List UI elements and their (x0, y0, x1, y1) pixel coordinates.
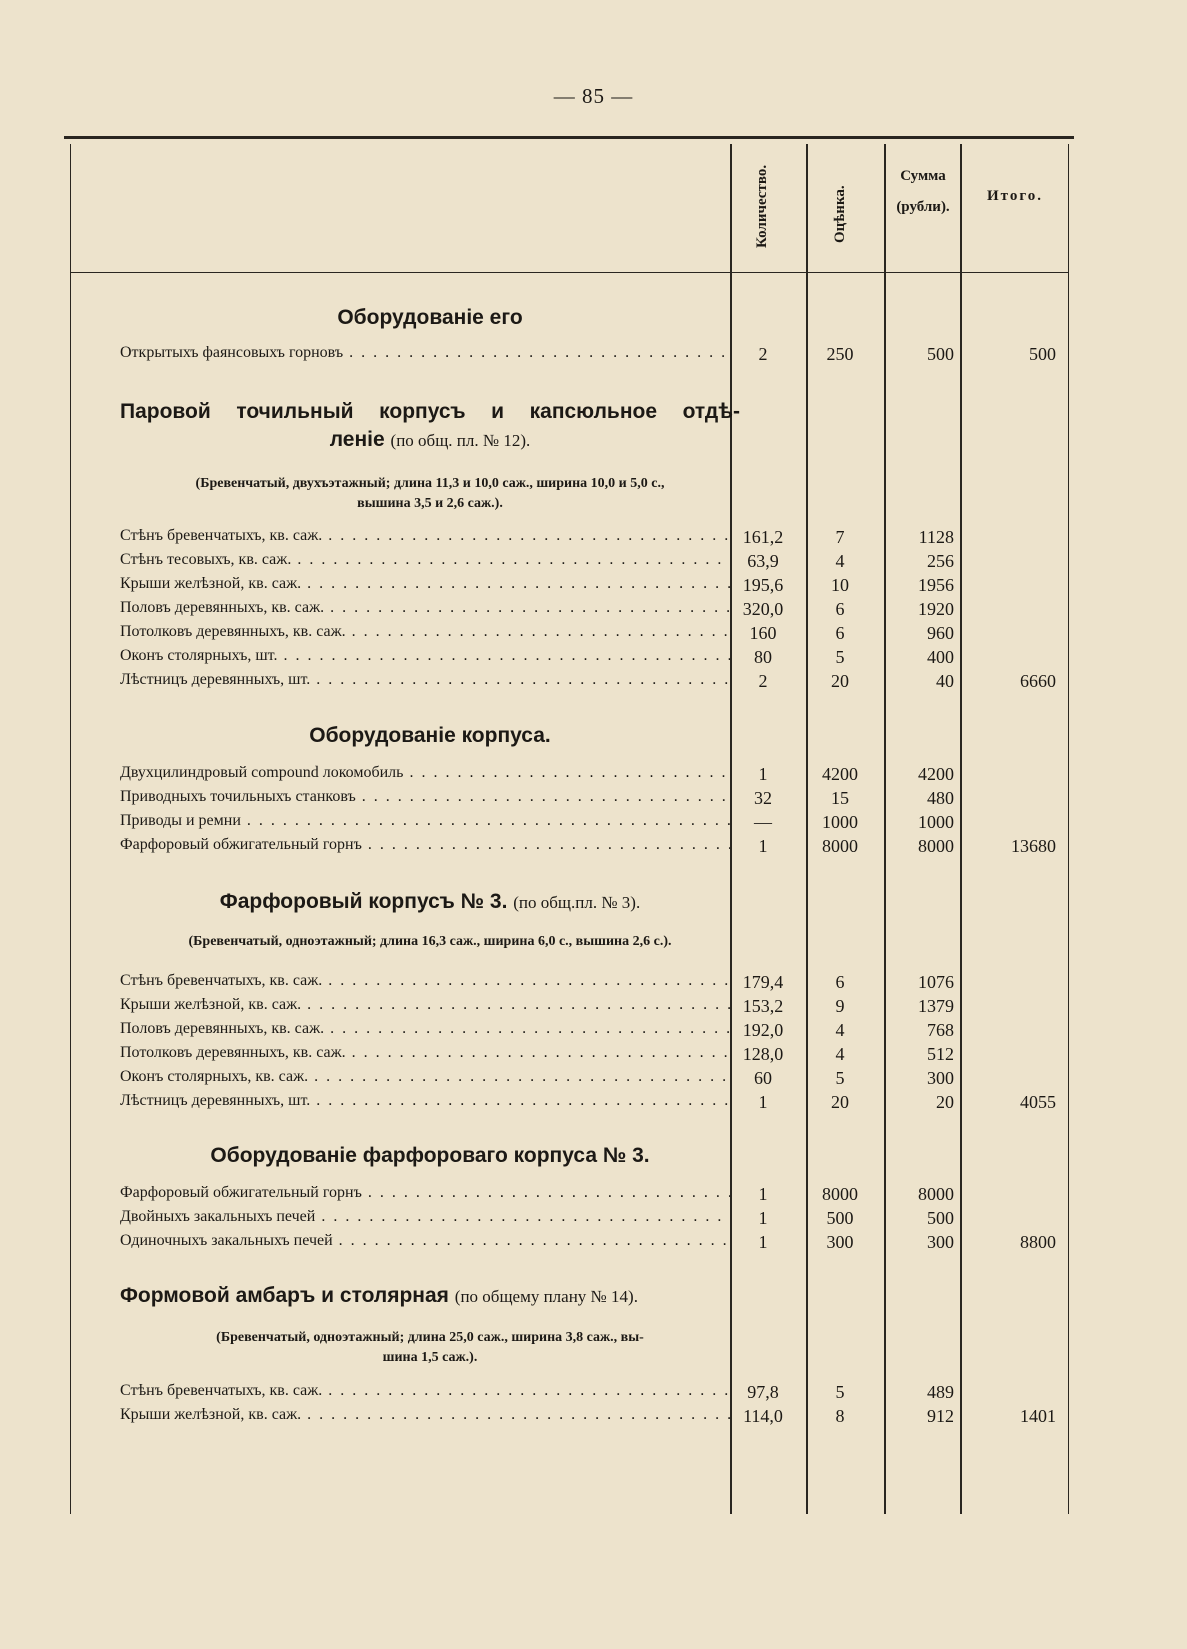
row-quantity: 80 (754, 647, 772, 667)
row-valuation: 5 (835, 647, 845, 667)
row-sum: 1128 (918, 527, 954, 547)
table-row (64, 1068, 1074, 1094)
row-label: Оконъ столярныхъ, шт. . . . (120, 647, 730, 665)
column-header-total: Итого. (986, 188, 1044, 204)
table-row (64, 623, 1074, 649)
building-note (120, 1328, 740, 1368)
row-label: Открытыхъ фаянсовыхъ горновъ . . . (120, 344, 730, 362)
table-row (64, 764, 1074, 790)
row-label: Лѣстницъ деревянныхъ, шт. . . . (120, 671, 730, 689)
row-label: Крыши желѣзной, кв. саж. . . . (120, 996, 730, 1014)
table-row (64, 527, 1074, 553)
row-valuation: 5 (835, 1382, 845, 1402)
row-valuation: 300 (826, 1232, 854, 1252)
row-sum: 480 (927, 788, 954, 808)
row-valuation: 10 (831, 575, 849, 595)
row-label: Потолковъ деревянныхъ, кв. саж. . . . (120, 1044, 730, 1062)
row-sum: 4200 (918, 764, 954, 784)
row-valuation: 8000 (822, 1184, 858, 1204)
table-row (64, 599, 1074, 625)
row-quantity: 192,0 (742, 1020, 784, 1040)
row-sum: 400 (927, 647, 954, 667)
row-valuation: 8 (835, 1406, 845, 1426)
row-label: Стѣнъ бревенчатыхъ, кв. саж. . . . (120, 1382, 730, 1400)
row-label: Крыши желѣзной, кв. саж. . . . (120, 1406, 730, 1424)
note-line: вышина 3,5 и 2,6 саж.). (357, 496, 503, 511)
row-label: Одиночныхъ закальныхъ печей . . . (120, 1232, 730, 1250)
table-row (64, 972, 1074, 998)
row-total: 4055 (1020, 1092, 1056, 1112)
table-row (64, 551, 1074, 577)
row-valuation: 500 (826, 1208, 854, 1228)
table-row (64, 575, 1074, 601)
row-sum: 768 (927, 1020, 954, 1040)
row-valuation: 6 (835, 972, 845, 992)
header-rule (70, 272, 1068, 273)
row-sum: 500 (927, 1208, 954, 1228)
column-header-valuation: Оцѣнка. (832, 185, 848, 243)
row-sum: 1920 (918, 599, 954, 619)
table-row (64, 996, 1074, 1022)
top-rule (64, 136, 1074, 139)
section-heading: Оборудованіе его (337, 306, 523, 329)
table-row (64, 1232, 1074, 1258)
column-header-sum-line1: Сумма (900, 168, 946, 184)
row-sum: 256 (927, 551, 954, 571)
row-quantity: 1 (758, 1232, 768, 1252)
row-label: Приводы и ремни . . . (120, 812, 730, 830)
table-row (64, 1208, 1074, 1234)
table-row (64, 1044, 1074, 1070)
row-valuation: 4 (835, 1020, 845, 1040)
row-quantity: 161,2 (742, 527, 784, 547)
row-sum: 300 (927, 1068, 954, 1088)
row-sum: 512 (927, 1044, 954, 1064)
row-total: 8800 (1020, 1232, 1056, 1252)
row-label: Стѣнъ тесовыхъ, кв. саж. . . . (120, 551, 730, 569)
row-valuation: 250 (826, 344, 854, 364)
row-label: Стѣнъ бревенчатыхъ, кв. саж. . . . (120, 972, 730, 990)
row-quantity: 128,0 (742, 1044, 784, 1064)
row-sum: 500 (927, 344, 954, 364)
row-valuation: 4 (835, 551, 845, 571)
row-label: Двухцилиндровый compound локомобиль . . . (120, 764, 730, 782)
plan-reference: (по общ. пл. № 12). (390, 431, 531, 450)
row-valuation: 7 (835, 527, 845, 547)
row-quantity: 32 (754, 788, 772, 808)
row-quantity: 1 (758, 1092, 768, 1112)
row-sum: 20 (936, 1092, 954, 1112)
note-line: (Бревенчатый, одноэтажный; длина 25,0 саж., ширина 3,8 саж., вы- (216, 1330, 644, 1345)
plan-reference: (по общ.пл. № 3). (513, 893, 641, 912)
section-heading: Формовой амбаръ и столярная (120, 1284, 449, 1307)
row-valuation: 6 (835, 623, 845, 643)
row-label: Фарфоровый обжигательный горнъ . . . (120, 836, 730, 854)
table-row (64, 1020, 1074, 1046)
row-quantity: 1 (758, 1208, 768, 1228)
row-quantity: 97,8 (747, 1382, 779, 1402)
row-quantity: — (754, 812, 772, 832)
row-valuation: 6 (835, 599, 845, 619)
row-valuation: 20 (831, 671, 849, 691)
section-heading: Оборудованіе корпуса. (309, 724, 551, 747)
row-sum: 8000 (918, 1184, 954, 1204)
row-quantity: 60 (754, 1068, 772, 1088)
row-quantity: 114,0 (743, 1406, 783, 1426)
row-total: 500 (1029, 344, 1056, 364)
section-heading-line2 (120, 428, 740, 452)
row-sum: 40 (936, 671, 954, 691)
row-total: 13680 (1011, 836, 1056, 856)
row-quantity: 195,6 (742, 575, 784, 595)
table-row (64, 1184, 1074, 1210)
row-label: Двойныхъ закальныхъ печей . . . (120, 1208, 730, 1226)
row-valuation: 8000 (822, 836, 858, 856)
section-heading: Паровой точильный корпусъ и капсюльное отдѣ- (120, 400, 740, 423)
table-row (64, 1406, 1074, 1432)
table-row (64, 836, 1074, 862)
row-sum: 1000 (918, 812, 954, 832)
page-number: — 85 — (553, 84, 634, 108)
row-quantity: 320,0 (742, 599, 784, 619)
note-line: (Бревенчатый, двухъэтажный; длина 11,3 и 10,0 саж., ширина 10,0 и 5,0 с., (195, 476, 665, 491)
row-sum: 1076 (918, 972, 954, 992)
row-sum: 489 (927, 1382, 954, 1402)
row-sum: 960 (927, 623, 954, 643)
estimate-table (64, 136, 1074, 1516)
table-row (64, 671, 1074, 697)
row-quantity: 1 (758, 1184, 768, 1204)
section-heading-line (120, 1284, 740, 1308)
note-line: шина 1,5 саж.). (382, 1350, 478, 1365)
row-total: 6660 (1020, 671, 1056, 691)
table-row (64, 788, 1074, 814)
row-quantity: 153,2 (742, 996, 784, 1016)
row-sum: 1956 (918, 575, 954, 595)
table-row (64, 812, 1074, 838)
row-valuation: 20 (831, 1092, 849, 1112)
row-sum: 8000 (918, 836, 954, 856)
row-label: Стѣнъ бревенчатыхъ, кв. саж. . . . (120, 527, 730, 545)
row-label: Крыши желѣзной, кв. саж. . . . (120, 575, 730, 593)
column-header-sum-line2: (рубли). (896, 199, 950, 215)
row-quantity: 1 (758, 836, 768, 856)
row-label: Половъ деревянныхъ, кв. саж. . . . (120, 599, 730, 617)
row-quantity: 2 (758, 671, 768, 691)
row-quantity: 1 (758, 764, 768, 784)
row-valuation: 1000 (822, 812, 858, 832)
column-header-sum (886, 168, 960, 216)
row-sum: 912 (927, 1406, 954, 1426)
table-row (64, 1382, 1074, 1408)
row-valuation: 4 (835, 1044, 845, 1064)
column-header-quantity: Количество. (754, 164, 770, 248)
section-heading: Оборудованіе фарфороваго корпуса № 3. (210, 1144, 650, 1167)
section-heading: Фарфоровый корпусъ № 3. (219, 890, 508, 913)
section-heading-line (120, 890, 740, 914)
table-row (64, 1092, 1074, 1118)
table-row (64, 344, 1074, 370)
plan-reference: (по общему плану № 14). (454, 1287, 638, 1306)
building-note (120, 932, 740, 952)
table-row (64, 647, 1074, 673)
row-valuation: 5 (835, 1068, 845, 1088)
row-valuation: 9 (835, 996, 845, 1016)
row-total: 1401 (1020, 1406, 1056, 1426)
row-quantity: 160 (749, 623, 777, 643)
note-line: (Бревенчатый, одноэтажный; длина 16,3 саж., ширина 6,0 с., вышина 2,6 с.). (188, 934, 672, 949)
row-sum: 1379 (918, 996, 954, 1016)
row-label: Половъ деревянныхъ, кв. саж. . . . (120, 1020, 730, 1038)
row-valuation: 15 (831, 788, 849, 808)
row-label: Лѣстницъ деревянныхъ, шт. . . . (120, 1092, 730, 1110)
building-note (120, 474, 740, 514)
row-quantity: 179,4 (742, 972, 784, 992)
row-sum: 300 (927, 1232, 954, 1252)
row-valuation: 4200 (822, 764, 858, 784)
row-label: Потолковъ деревянныхъ, кв. саж. . . . (120, 623, 730, 641)
row-label: Оконъ столярныхъ, кв. саж. . . . (120, 1068, 730, 1086)
row-quantity: 2 (758, 344, 768, 364)
row-label: Приводныхъ точильныхъ станковъ . . . (120, 788, 730, 806)
row-label: Фарфоровый обжигательный горнъ . . . (120, 1184, 730, 1202)
row-quantity: 63,9 (747, 551, 779, 571)
section-heading-text: леніе (329, 428, 385, 451)
